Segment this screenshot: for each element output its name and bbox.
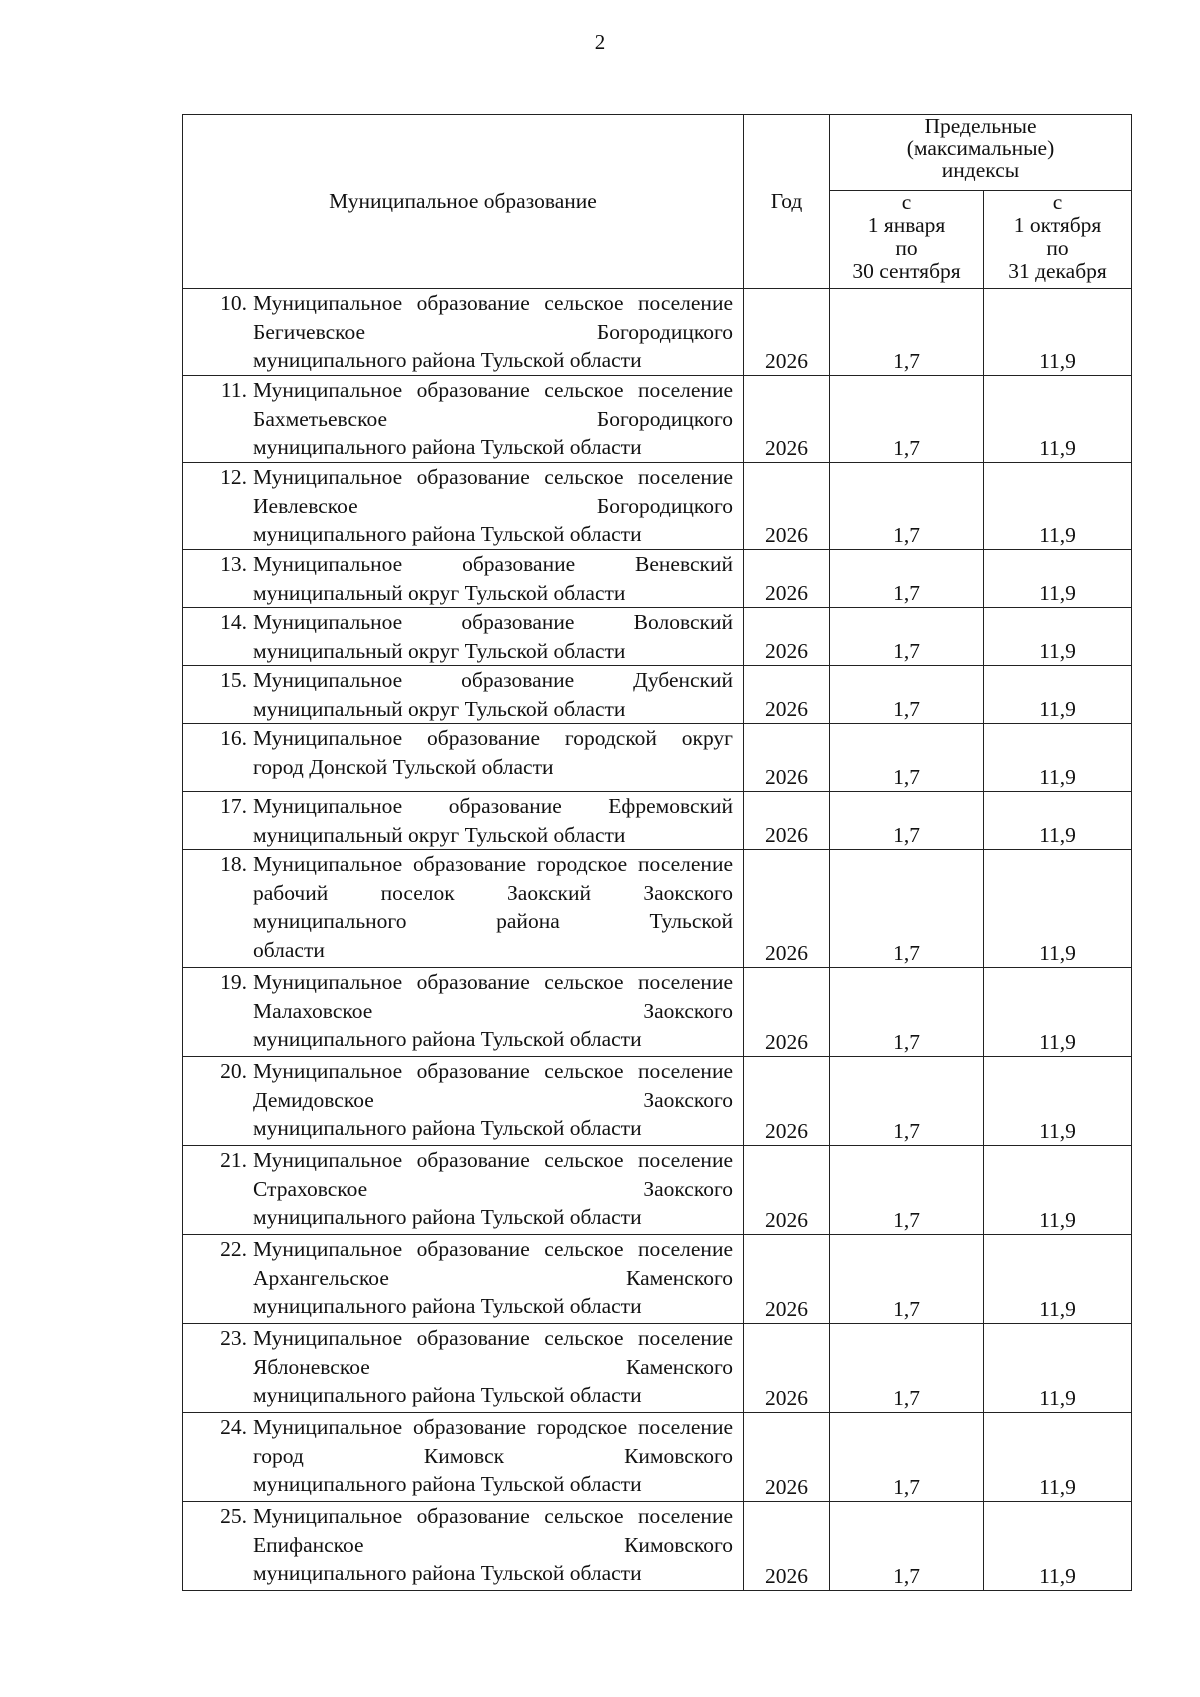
municipality-name [252, 376, 743, 462]
index-jan-sep-cell: 1,7 [830, 1502, 984, 1591]
municipality-name-line: муниципальный округ Тульской области [253, 822, 626, 847]
header-indices-line: Предельные [924, 114, 1037, 138]
header-indices-line: индексы [941, 158, 1020, 182]
header-municipality: Муниципальное образование [183, 115, 744, 289]
table-row [183, 289, 1132, 376]
year-cell: 2026 [744, 376, 830, 463]
municipality-name-line: Муниципальное образование сельское поселение Страховское Заокского [253, 1148, 733, 1201]
header-max-indices [830, 115, 1132, 191]
index-jan-sep-cell: 1,7 [830, 463, 984, 550]
row-number: 12. [220, 465, 247, 489]
year-cell: 2026 [744, 724, 830, 792]
year-cell: 2026 [744, 289, 830, 376]
year-cell: 2026 [744, 463, 830, 550]
row-number: 10. [220, 291, 247, 315]
municipality-name-line: город Донской Тульской области [253, 754, 554, 779]
row-number: 19. [220, 970, 247, 994]
municipality-name-line: Муниципальное образование сельское поселение Иевлевское Богородицкого [253, 465, 733, 518]
municipality-cell [183, 850, 744, 968]
index-oct-dec-cell: 11,9 [984, 1324, 1132, 1413]
table-body [183, 289, 1132, 1591]
index-oct-dec-cell: 11,9 [984, 463, 1132, 550]
index-oct-dec-cell: 11,9 [984, 1235, 1132, 1324]
index-oct-dec-cell: 11,9 [984, 792, 1132, 850]
index-jan-sep-cell: 1,7 [830, 550, 984, 608]
municipality-name-line: Муниципальное образование Воловский [253, 610, 733, 634]
municipality-name-line: Муниципальное образование городской округ [253, 726, 733, 750]
table-row [183, 1057, 1132, 1146]
municipality-name [252, 1235, 743, 1321]
municipality-name [252, 1057, 743, 1143]
municipality-name-line: муниципального района Тульской области [253, 1472, 642, 1496]
index-oct-dec-cell: 11,9 [984, 1502, 1132, 1591]
header-period-line: 1 октября [1013, 213, 1102, 237]
table-row [183, 463, 1132, 550]
table-row [183, 1502, 1132, 1591]
header-period-line: по [1046, 236, 1069, 260]
municipality-name [252, 608, 743, 665]
municipality-name-line: муниципального района Тульской области [253, 1116, 642, 1140]
table-row [183, 792, 1132, 850]
table-row [183, 968, 1132, 1057]
row-number: 14. [220, 610, 247, 634]
municipality-name-line: муниципального района Тульской области [253, 1294, 642, 1318]
municipality-name-line: муниципального района Тульской области [253, 1027, 642, 1051]
header-period-line: 31 декабря [1008, 259, 1107, 283]
index-jan-sep-cell: 1,7 [830, 792, 984, 850]
year-cell: 2026 [744, 1235, 830, 1324]
municipality-cell [183, 463, 744, 550]
index-oct-dec-cell: 11,9 [984, 724, 1132, 792]
index-jan-sep-cell: 1,7 [830, 666, 984, 724]
table-row [183, 850, 1132, 968]
year-cell: 2026 [744, 1146, 830, 1235]
municipality-cell [183, 1324, 744, 1413]
municipality-name-line: Муниципальное образование Ефремовский [253, 794, 733, 818]
municipality-name-line: муниципального района Тульской области [253, 1383, 642, 1407]
municipality-name [252, 1324, 743, 1410]
municipality-cell [183, 376, 744, 463]
municipality-name [252, 792, 743, 849]
year-cell: 2026 [744, 850, 830, 968]
municipality-name [252, 463, 743, 549]
municipality-name-line: муниципального района Тульской области [253, 522, 642, 546]
municipality-name [252, 1413, 743, 1499]
table-row [183, 666, 1132, 724]
municipality-name-line: области [253, 937, 325, 962]
municipality-cell [183, 792, 744, 850]
header-period-line: по [895, 236, 918, 260]
municipality-cell [183, 968, 744, 1057]
header-period-jan-sep [830, 191, 984, 289]
year-cell: 2026 [744, 1502, 830, 1591]
header-period-line: с [901, 190, 912, 214]
table-row [183, 608, 1132, 666]
index-oct-dec-cell: 11,9 [984, 850, 1132, 968]
index-jan-sep-cell: 1,7 [830, 1146, 984, 1235]
index-jan-sep-cell: 1,7 [830, 1235, 984, 1324]
municipality-name [252, 968, 743, 1054]
municipality-cell [183, 666, 744, 724]
municipality-name [252, 550, 743, 607]
index-oct-dec-cell: 11,9 [984, 289, 1132, 376]
header-period-line: 1 января [867, 213, 946, 237]
municipality-name-line: Муниципальное образование сельское поселение Яблоневское Каменского [253, 1326, 733, 1379]
municipality-name-line: муниципального района Тульской области [253, 435, 642, 459]
row-number: 15. [220, 668, 247, 692]
table-row [183, 376, 1132, 463]
municipality-cell [183, 724, 744, 792]
row-number: 21. [220, 1148, 247, 1172]
index-jan-sep-cell: 1,7 [830, 289, 984, 376]
table-header [183, 115, 1132, 289]
row-number: 25. [220, 1504, 247, 1528]
municipality-name-line: муниципального района Тульской области [253, 348, 642, 372]
row-number: 17. [220, 794, 247, 818]
index-oct-dec-cell: 11,9 [984, 666, 1132, 724]
municipality-name [252, 666, 743, 723]
municipality-name [252, 289, 743, 375]
index-oct-dec-cell: 11,9 [984, 1146, 1132, 1235]
index-oct-dec-cell: 11,9 [984, 376, 1132, 463]
index-oct-dec-cell: 11,9 [984, 550, 1132, 608]
municipality-name-line: муниципального района Тульской области [253, 1561, 642, 1585]
municipality-name-line: Муниципальное образование сельское поселение Демидовское Заокского [253, 1059, 733, 1112]
municipality-cell [183, 1235, 744, 1324]
municipality-name-line: муниципальный округ Тульской области [253, 638, 626, 663]
year-cell: 2026 [744, 968, 830, 1057]
index-jan-sep-cell: 1,7 [830, 376, 984, 463]
row-number: 20. [220, 1059, 247, 1083]
municipality-name-line: муниципальный округ Тульской области [253, 696, 626, 721]
municipality-cell [183, 289, 744, 376]
indices-table [182, 114, 1132, 1591]
row-number: 18. [220, 852, 247, 876]
municipality-cell [183, 1057, 744, 1146]
header-period-oct-dec [984, 191, 1132, 289]
header-year: Год [744, 115, 830, 289]
row-number: 22. [220, 1237, 247, 1261]
municipality-name [252, 1502, 743, 1588]
municipality-cell [183, 608, 744, 666]
index-oct-dec-cell: 11,9 [984, 608, 1132, 666]
municipality-cell [183, 1413, 744, 1502]
municipality-cell [183, 1502, 744, 1591]
row-number: 16. [220, 726, 247, 750]
municipality-cell [183, 550, 744, 608]
year-cell: 2026 [744, 608, 830, 666]
header-indices-line: (максимальные) [906, 136, 1055, 160]
municipality-name-line: Муниципальное образование сельское поселение Епифанское Кимовского [253, 1504, 733, 1557]
municipality-name-line: Муниципальное образование Дубенский [253, 668, 733, 692]
municipality-name-line: муниципальный округ Тульской области [253, 580, 626, 605]
municipality-name-line: Муниципальное образование сельское поселение Малаховское Заокского [253, 970, 733, 1023]
municipality-name-line: Муниципальное образование городское поселение город Кимовск Кимовского [253, 1415, 733, 1468]
table-row [183, 1146, 1132, 1235]
index-jan-sep-cell: 1,7 [830, 850, 984, 968]
index-jan-sep-cell: 1,7 [830, 1413, 984, 1502]
index-oct-dec-cell: 11,9 [984, 1413, 1132, 1502]
index-jan-sep-cell: 1,7 [830, 1324, 984, 1413]
row-number: 13. [220, 552, 247, 576]
index-jan-sep-cell: 1,7 [830, 968, 984, 1057]
index-oct-dec-cell: 11,9 [984, 1057, 1132, 1146]
row-number: 24. [220, 1415, 247, 1439]
row-number: 23. [220, 1326, 247, 1350]
year-cell: 2026 [744, 666, 830, 724]
municipality-name-line: Муниципальное образование сельское поселение Бахметьевское Богородицкого [253, 378, 733, 431]
index-jan-sep-cell: 1,7 [830, 724, 984, 792]
index-jan-sep-cell: 1,7 [830, 608, 984, 666]
table-row [183, 550, 1132, 608]
table-row [183, 1235, 1132, 1324]
municipality-name-line: Муниципальное образование Веневский [253, 552, 733, 576]
header-period-line: с [1052, 190, 1063, 214]
table-row [183, 1413, 1132, 1502]
year-cell: 2026 [744, 550, 830, 608]
index-jan-sep-cell: 1,7 [830, 1057, 984, 1146]
index-oct-dec-cell: 11,9 [984, 968, 1132, 1057]
municipality-name-line: Муниципальное образование городское поселение рабочий поселок Заокский Заокского муниципального района Тульской [253, 852, 733, 933]
year-cell: 2026 [744, 792, 830, 850]
municipality-name-line: муниципального района Тульской области [253, 1205, 642, 1229]
municipality-name [252, 1146, 743, 1232]
row-number: 11. [220, 378, 247, 402]
municipality-name [252, 850, 743, 964]
municipality-name [252, 724, 743, 781]
header-period-line: 30 сентября [852, 259, 961, 283]
year-cell: 2026 [744, 1413, 830, 1502]
year-cell: 2026 [744, 1057, 830, 1146]
page-number: 2 [594, 30, 606, 54]
table-row [183, 724, 1132, 792]
year-cell: 2026 [744, 1324, 830, 1413]
municipality-name-line: Муниципальное образование сельское поселение Архангельское Каменского [253, 1237, 733, 1290]
municipality-name-line: Муниципальное образование сельское поселение Бегичевское Богородицкого [253, 291, 733, 344]
table-row [183, 1324, 1132, 1413]
municipality-cell [183, 1146, 744, 1235]
